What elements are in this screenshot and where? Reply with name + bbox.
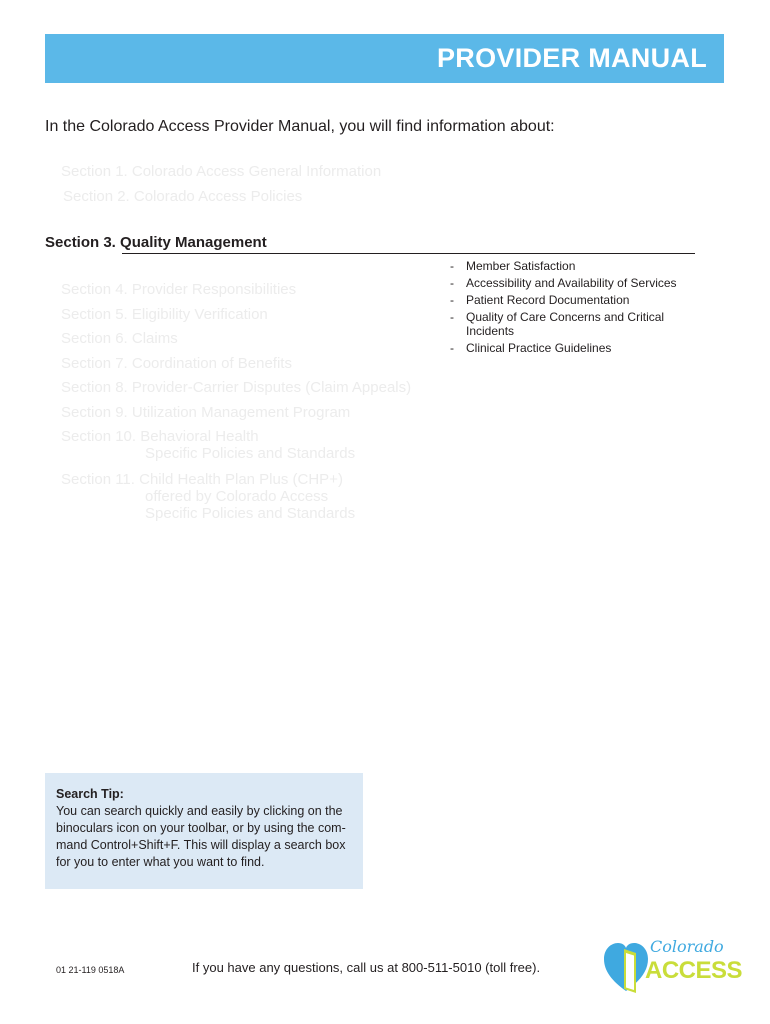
- section-link[interactable]: [61, 404, 350, 421]
- topic-label: Accessibility and Availability of Services: [466, 276, 677, 290]
- logo-heart-icon: [602, 937, 650, 995]
- logo-script-text: Colorado: [650, 937, 724, 956]
- topic-bullet: -: [450, 276, 454, 290]
- section-link[interactable]: [61, 355, 292, 372]
- topic-bullet: -: [450, 341, 454, 355]
- colorado-access-logo: [602, 937, 743, 995]
- section-link-subline: offered by Colorado Access: [145, 488, 329, 505]
- section-link-label: Section 4. Provider Responsibilities: [61, 281, 297, 298]
- section-link[interactable]: [61, 471, 355, 522]
- topic-bullet: -: [450, 293, 454, 307]
- section-link-label: Section 10. Behavioral Health: [61, 428, 259, 445]
- intro-text: In the Colorado Access Provider Manual, you will find information about:: [45, 118, 555, 135]
- topic-label: Quality of Care Concerns and Critical Incidents: [466, 310, 665, 338]
- topic-label: Patient Record Documentation: [466, 293, 630, 307]
- section-link[interactable]: [61, 163, 381, 180]
- section-link[interactable]: [61, 330, 178, 347]
- search-tip-box: [45, 773, 363, 889]
- header-banner: [45, 34, 724, 83]
- section-link-subline: Specific Policies and Standards: [145, 505, 356, 522]
- section-link-label: Section 7. Coordination of Benefits: [61, 355, 292, 372]
- section-divider: [122, 253, 695, 254]
- logo-word-text: ACCESS: [645, 957, 743, 984]
- section-link[interactable]: [61, 281, 296, 298]
- topic-bullet: -: [450, 259, 454, 273]
- section-link[interactable]: [61, 428, 355, 462]
- section-link-subline: Specific Policies and Standards: [145, 445, 356, 462]
- search-tip-heading: Search Tip:: [56, 787, 124, 801]
- section-link-label: Section 11. Child Health Plan Plus (CHP+): [61, 471, 343, 488]
- section-link[interactable]: [61, 306, 268, 323]
- search-tip-body: You can search quickly and easily by clicking on the binoculars icon on your toolbar, or by using the com-mand Control+Shift+F. This will display a search box for you to enter what you want to find.: [56, 804, 346, 869]
- topic-item: [450, 341, 700, 355]
- topic-list: [450, 259, 700, 358]
- section-link-label: Section 8. Provider-Carrier Disputes (Claim Appeals): [61, 379, 412, 396]
- page-title: PROVIDER MANUAL: [436, 43, 707, 73]
- topic-item: [450, 276, 700, 290]
- footer-contact-text: If you have any questions, call us at 800-511-5010 (toll free).: [192, 960, 541, 975]
- topic-item: [450, 293, 700, 307]
- topic-item: [450, 259, 700, 273]
- section-link-label: Section 2. Colorado Access Policies: [63, 188, 303, 205]
- document-code: 01 21-119 0518A: [56, 965, 125, 975]
- topic-label: Clinical Practice Guidelines: [466, 341, 612, 355]
- section-link-label: Section 9. Utilization Management Program: [61, 404, 351, 421]
- section-link[interactable]: [61, 379, 411, 396]
- section-link-label: Section 1. Colorado Access General Information: [61, 163, 382, 180]
- topic-label: Member Satisfaction: [466, 259, 576, 273]
- topic-item: [450, 310, 700, 338]
- section-link-label: Section 5. Eligibility Verification: [61, 306, 268, 323]
- current-section-title: Section 3. Quality Management: [45, 234, 267, 251]
- section-link[interactable]: [63, 188, 302, 205]
- topic-bullet: -: [450, 310, 454, 324]
- section-link-label: Section 6. Claims: [61, 330, 178, 347]
